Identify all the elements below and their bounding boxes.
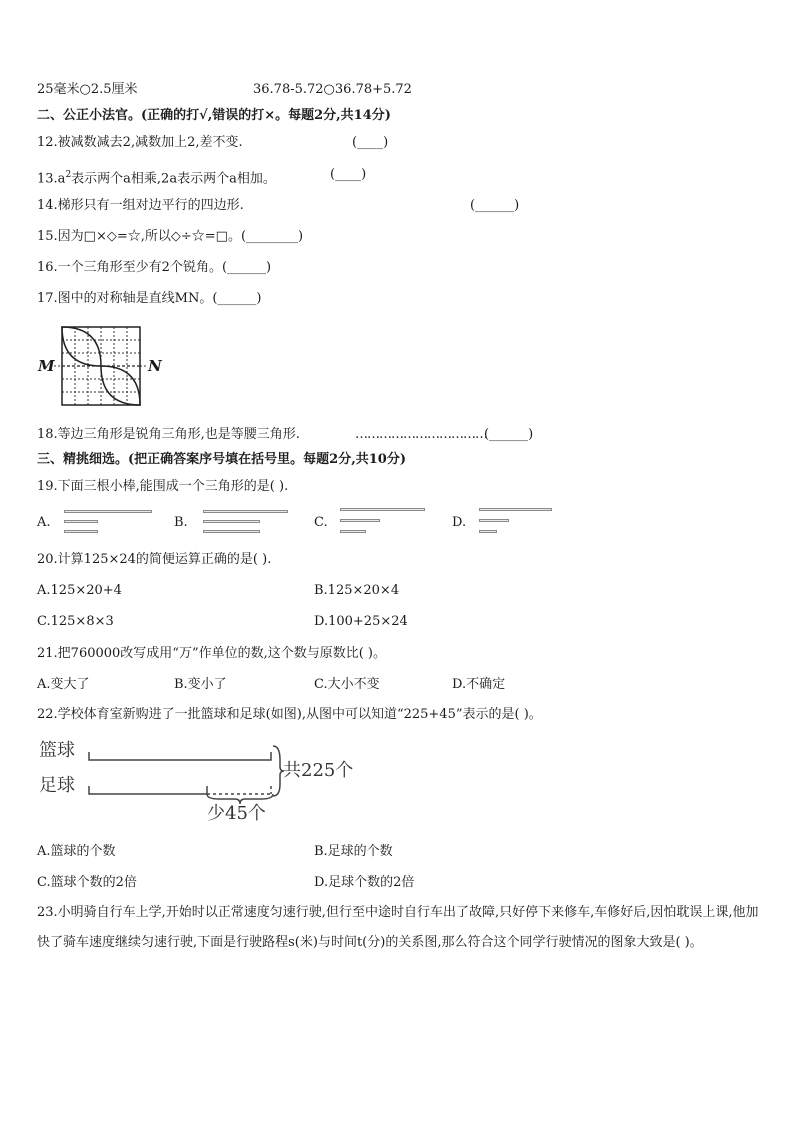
option-21-a[interactable]: A.变大了 (37, 677, 90, 692)
symmetry-figure (36, 322, 166, 408)
comparison-item-1: 25毫米○2.5厘米 (37, 82, 138, 97)
question-23: 23.小明骑自行车上学,开始时以正常速度匀速行驶,但行至中途时自行车出了故障,只好停下来修车,车修好后,因怕耽误上课,他加快了骑车速度继续匀速行驶,下面是行驶路程s(米)与时间t(分)的关系图,那么符合这个同学行驶情况的图象大致是( )。 (37, 905, 759, 950)
option-22-b[interactable]: B.足球的个数 (314, 844, 393, 859)
section-2-title: 二、公正小法官。(正确的打√,错误的打×。每题2分,共14分) (37, 108, 391, 123)
football-label: 足球 (39, 775, 75, 796)
stick (340, 508, 425, 511)
answer-blank-18[interactable]: (______) (484, 427, 534, 442)
option-20-c[interactable]: C.125×8×3 (37, 614, 114, 629)
option-22-d[interactable]: D.足球个数的2倍 (314, 875, 415, 890)
point-n-label: N (148, 357, 162, 375)
comparison-item-2: 36.78-5.72○36.78+5.72 (253, 82, 412, 97)
answer-blank-12[interactable]: (____) (352, 135, 389, 150)
point-m-label: M (38, 357, 55, 375)
grid-leaf-diagram (36, 322, 166, 408)
stick (203, 520, 260, 523)
option-21-b[interactable]: B.变小了 (174, 677, 227, 692)
question-14: 14.梯形只有一组对边平行的四边形. (37, 198, 244, 213)
stick (64, 510, 152, 513)
question-13-prefix: 13.a (37, 171, 66, 187)
superscript: 2 (65, 170, 72, 180)
option-19-a[interactable]: A. (37, 515, 51, 530)
option-19-b[interactable]: B. (174, 515, 188, 530)
stick (203, 530, 260, 533)
stick (479, 519, 509, 522)
option-22-c[interactable]: C.篮球个数的2倍 (37, 875, 137, 890)
answer-blank-14[interactable]: (______) (470, 198, 520, 213)
question-12: 12.被减数减去2,减数加上2,差不变. (37, 135, 243, 150)
section-3-title: 三、精挑细选。(把正确答案序号填在括号里。每题2分,共10分) (37, 452, 406, 467)
question-21: 21.把760000改写成用“万”作单位的数,这个数与原数比( )。 (37, 646, 387, 661)
question-16: 16.一个三角形至少有2个锐角。(______) (37, 260, 272, 275)
question-22: 22.学校体育室新购进了一批篮球和足球(如图),从图中可以知道“225+45”表示的是( )。 (37, 707, 542, 722)
stick (64, 520, 98, 523)
bar-model-diagram (84, 738, 284, 798)
question-13-suffix: 表示两个a相乘,2a表示两个a相加。 (71, 171, 276, 187)
stick (340, 530, 366, 533)
option-20-b[interactable]: B.125×20×4 (314, 583, 400, 598)
bar-model-lines (84, 738, 284, 798)
answer-blank-13[interactable]: (____) (330, 167, 367, 182)
option-21-c[interactable]: C.大小不变 (314, 677, 380, 692)
stick (479, 530, 497, 533)
question-15: 15.因为□×◇=☆,所以◇÷☆=□。(________) (37, 229, 304, 244)
dot-leader: …………………………… (355, 427, 487, 442)
total-label: 共225个 (283, 760, 354, 781)
option-22-a[interactable]: A.篮球的个数 (37, 844, 116, 859)
question-18: 18.等边三角形是锐角三角形,也是等腰三角形. (37, 427, 300, 442)
stick (203, 510, 288, 513)
option-20-a[interactable]: A.125×20+4 (37, 583, 122, 598)
question-20: 20.计算125×24的简便运算正确的是( ). (37, 552, 272, 567)
basketball-label: 篮球 (39, 740, 75, 761)
question-13 (37, 166, 276, 188)
option-20-d[interactable]: D.100+25×24 (314, 614, 408, 629)
option-19-d[interactable]: D. (452, 515, 467, 530)
question-19: 19.下面三根小棒,能围成一个三角形的是( ). (37, 479, 289, 494)
stick (479, 508, 552, 511)
less-label: 少45个 (207, 803, 266, 824)
option-19-c[interactable]: C. (314, 515, 328, 530)
stick (340, 519, 380, 522)
question-17: 17.图中的对称轴是直线MN。(______) (37, 291, 262, 306)
stick (64, 530, 98, 533)
option-21-d[interactable]: D.不确定 (452, 677, 506, 692)
